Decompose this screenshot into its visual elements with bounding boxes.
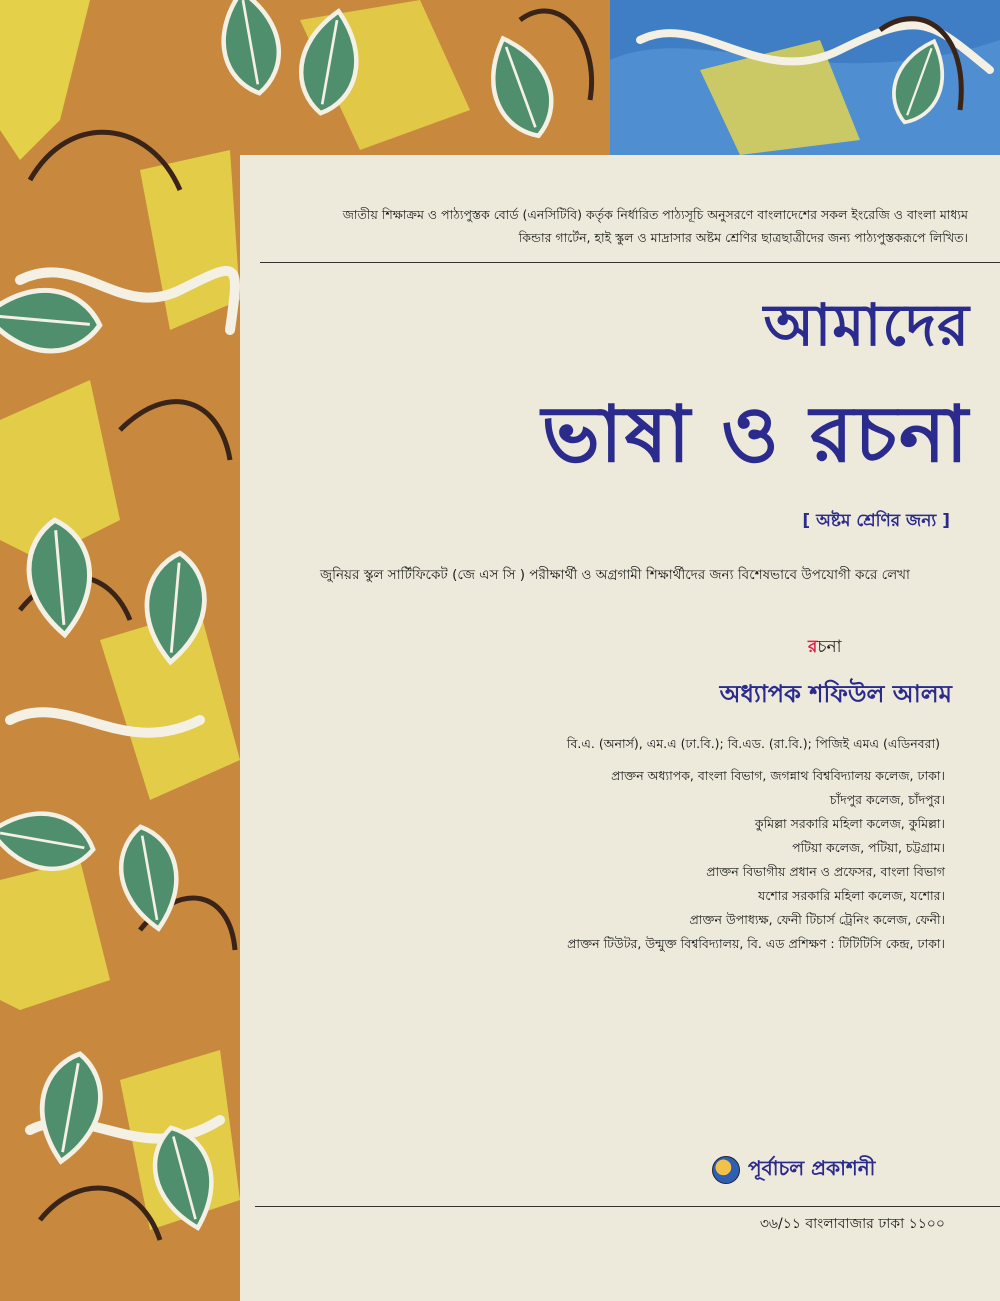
position-line: প্রাক্তন টিউটর, উন্মুক্ত বিশ্ববিদ্যালয়, বি. এড প্রশিক্ষণ : টিটিটিসি কেন্দ্র, ঢাকা। (567, 936, 945, 951)
rachona-first-letter: র (808, 637, 818, 657)
intro-line-1: জাতীয় শিক্ষাক্রম ও পাঠ্যপুস্তক বোর্ড (এনসিটিবি) কর্তৃক নির্ধারিত পাঠ্যসূচি অনুসরণে বাংলাদেশের সকল ইংরেজি ও বাংলা মাধ্যম (342, 207, 968, 222)
position-line: প্রাক্তন উপাধ্যক্ষ, ফেনী টিচার্স ট্রেনিং কলেজ, ফেনী। (689, 912, 945, 927)
intro-line-2: কিন্ডার গার্টেন, হাই স্কুল ও মাদ্রাসার অষ্টম শ্রেণির ছাত্রছাত্রীদের জন্য পাঠ্যপুস্তকরূপে লিখিত। (518, 230, 968, 245)
publisher-name: পূর্বাচল প্রকাশনী (748, 1155, 876, 1180)
bottom-divider (255, 1206, 1000, 1207)
title-line-1: আমাদের (763, 291, 970, 359)
position-line: কুমিল্লা সরকারি মহিলা কলেজ, কুমিল্লা। (754, 816, 945, 831)
intro-text (268, 203, 968, 249)
position-line: প্রাক্তন অধ্যাপক, বাংলা বিভাগ, জগন্নাথ বিশ্ববিদ্যালয় কলেজ, ঢাকা। (611, 768, 945, 783)
position-line: পটিয়া কলেজ, পটিয়া, চট্টগ্রাম। (792, 840, 945, 855)
position-line: যশোর সরকারি মহিলা কলেজ, যশোর। (758, 888, 945, 903)
publisher-logo-icon (712, 1156, 740, 1184)
tagline: জুনিয়র স্কুল সার্টিফিকেট (জে এস সি ) পরীক্ষার্থী ও অগ্রগামী শিক্ষার্থীদের জন্য বিশেষভাবে উপযোগী করে লেখা (320, 567, 910, 583)
top-divider (260, 262, 1000, 263)
subtitle: [ অষ্টম শ্রেণির জন্য ] (802, 511, 950, 531)
rachona-label (808, 634, 842, 662)
position-line: চাঁদপুর কলেজ, চাঁদপুর। (829, 792, 945, 807)
title-line-2: ভাষা ও রচনা (541, 390, 970, 480)
publisher (712, 1150, 875, 1190)
publisher-address: ৩৬/১১ বাংলাবাজার ঢাকা ১১০০ (759, 1216, 945, 1232)
author-positions (567, 764, 945, 956)
rachona-rest: চনা (817, 637, 842, 657)
author-name: অধ্যাপক শফিউল আলম (719, 680, 952, 708)
author-degrees: বি.এ. (অনার্স), এম.এ (ঢা.বি.); বি.এড. (রা.বি.); পিজিই এমএ (এডিনবরা) (566, 736, 940, 751)
position-line: প্রাক্তন বিভাগীয় প্রধান ও প্রফেসর, বাংলা বিভাগ (706, 864, 945, 879)
